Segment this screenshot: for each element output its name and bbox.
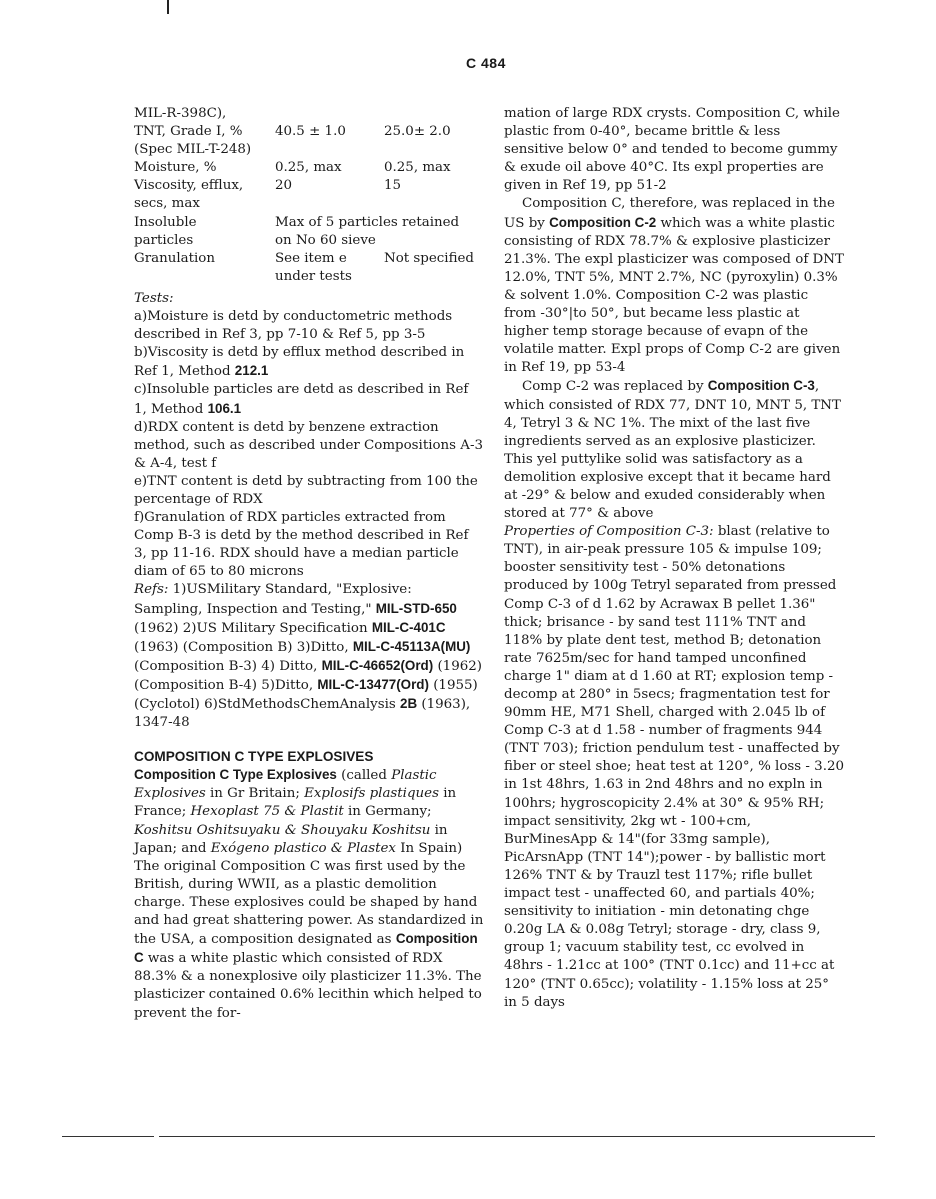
spec-row: Granulation See item e Not specified xyxy=(134,250,474,266)
spec-table xyxy=(134,105,484,286)
spec-row: secs, max xyxy=(134,196,200,212)
spec-row: MIL-R-398C), xyxy=(134,106,227,121)
test-c: c)Insoluble particles are detd as described in Ref 1, Method 106.1 xyxy=(134,382,469,417)
spec-row: under tests xyxy=(275,268,352,284)
spec-row: Moisture, % 0.25, max 0.25, max xyxy=(134,160,451,176)
spec-row: (Spec MIL-T-248) xyxy=(134,142,252,158)
footer-rule xyxy=(159,1136,875,1137)
paragraph-composition-c3: Comp C-2 was replaced by Composition C-3, which consisted of RDX 77, DNT 10, MNT 5, TNT 4, Tetryl 3 & NC 1%. The mixt of the last five ingredients served as an explosive plasticizer. This yel puttylike solid was satisfactory as a demolition explosive except that it became hard at -29° & below and exuded considerably when stored at 77° & above xyxy=(504,378,841,522)
spec-row: Viscosity, efflux, 20 15 xyxy=(134,178,402,194)
spec-row: Insoluble Max of 5 particles retained xyxy=(134,214,460,230)
test-f: f)Granulation of RDX particles extracted from Comp B-3 is detd by the method described in Ref 3, pp 11-16. RDX should have a median particle diam of 65 to 80 microns xyxy=(134,510,469,580)
spec-row: particles on No 60 sieve xyxy=(134,232,376,248)
test-a: a)Moisture is detd by conductometric methods described in Ref 3, pp 7-10 & Ref 5, pp 3-5 xyxy=(134,309,453,343)
section-body: Composition C Type Explosives (called Plastic Explosives in Gr Britain; Explosifs plastiques in France; Hexoplast 75 & Plastit in Germany; Koshitsu Oshitsuyaku & Shouyaku Koshitsu in Japan; and Exógeno plastico & Plastex In Spain) The original Composition C was first used by the British, during WWII, as a plastic demolition charge. These explosives could be shaped by hand and had great shattering power. As standardized in the USA, a composition designated as Composition C was a white plastic which consisted of RDX 88.3% & a nonexplosive oily plasticizer 11.3%. The plasticizer contained 0.6% lecithin which helped to prevent the for- xyxy=(134,767,484,1021)
left-column xyxy=(134,105,484,1023)
tests-heading: Tests: xyxy=(134,290,174,306)
paragraph-properties-c3: Properties of Composition C-3: blast (relative to TNT), in air-peak pressure 105 & impulse 109; booster sensitivity test - 50% detonations produced by 100g Tetryl separated from pressed Comp C-3 of d 1.62 by Acrawax B pellet 1.36" thick; brisance - by sand test 111% TNT and 118% by plate dent test, method B; detonation rate 7625m/sec for hand tamped unconfined charge 1" diam at d 1.60 at RT; explosion temp - decomp at 280° in 5secs; fragmentation test for 90mm HE, M71 Shell, charged with 2.045 lb of Comp C-3 at d 1.58 - number of fragments 944 (TNT 703); friction pendulum test - unaffected by fiber or steel shoe; heat test at 120°, % loss - 3.20 in 1st 48hrs, 1.63 in 2nd 48hrs and no expln in 100hrs; hygroscopicity 2.4% at 30° & 95% RH; impact sensitivity, 2kg wt - 100+cm, BurMinesApp & 14"(for 33mg sample), PicArsnApp (TNT 14");power - by ballistic mort 126% TNT & by Trauzl test 117%; rifle bullet impact test - unaffected 60, and partials 40%; sensitivity to initiation - min detonating chge 0.20g LA & 0.08g Tetryl; storage - dry, class 9, group 1; vacuum stability test, cc evolved in 48hrs - 1.21cc at 100° (TNT 0.1cc) and 11+cc at 120° (TNT 0.65cc); volatility - 1.15% loss at 25° in 5 days xyxy=(504,524,844,1010)
test-e: e)TNT content is detd by subtracting from 100 the percentage of RDX xyxy=(134,473,478,507)
footer-rule-left xyxy=(62,1136,154,1137)
spec-row: TNT, Grade I, % 40.5 ± 1.0 25.0± 2.0 xyxy=(134,124,451,140)
right-column xyxy=(504,105,844,1012)
test-b: b)Viscosity is detd by efflux method described in Ref 1, Method 212.1 xyxy=(134,345,465,380)
paragraph-composition-c2: Composition C, therefore, was replaced in the US by Composition C-2 which was a white plastic consisting of RDX 78.7% & explosive plasticizer 21.3%. The expl plasticizer was composed of DNT 12.0%, TNT 5%, MNT 2.7%, NC (pyroxylin) 0.3% & solvent 1.0%. Composition C-2 was plastic from -30°|to 50°, but became less plastic at higher temp storage because of evapn of the volatile matter. Expl props of Comp C-2 are given in Ref 19, pp 53-4 xyxy=(504,196,844,376)
section-heading: COMPOSITION C TYPE EXPLOSIVES xyxy=(134,749,374,765)
references: Refs: 1)USMilitary Standard, "Explosive: Sampling, Inspection and Testing," MIL-STD-650 (1962) 2)US Military Specification MIL-C-401C (1963) (Composition B) 3)Ditto, MIL-C-45113A(MU) (Composition B-3) 4) Ditto, MIL-C-46652(Ord) (1962) (Composition B-4) 5)Ditto, MIL-C-13477(Ord) (1955) (Cyclotol) 6)StdMethodsChemAnalysis 2B (1963), 1347-48 xyxy=(134,582,482,731)
margin-tick-mark xyxy=(167,0,169,14)
test-d: d)RDX content is detd by benzene extraction method, such as described under Compositions A-3 & A-4, test f xyxy=(134,419,484,471)
paragraph-continuation: mation of large RDX crysts. Composition C, while plastic from 0-40°, became brittle & less sensitive below 0° and tended to become gummy & exude oil above 40°C. Its expl properties are given in Ref 19, pp 51-2 xyxy=(504,106,840,194)
page-number: C 484 xyxy=(466,55,506,71)
